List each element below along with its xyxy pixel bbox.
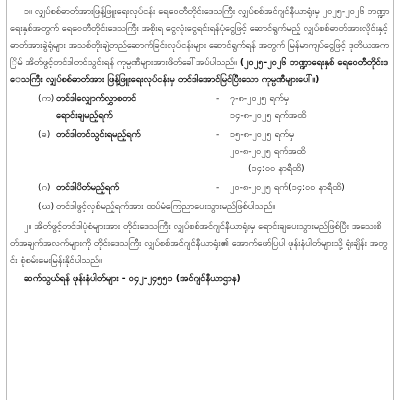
schedule-item-ga — [38, 179, 390, 196]
item-dash: - — [216, 182, 220, 193]
item-label-line-2: ရောင်းချမည့်ရက် — [56, 110, 113, 121]
item-dash: - — [216, 93, 220, 104]
item-date — [230, 90, 390, 124]
item-date-start: ၇-၈-၂၀၂၅ ရက်မှ — [230, 93, 289, 104]
contact-phone: ၀၄၂-၂၄၅၅၁ (အင်ဂျင်နီယာဌာန) — [128, 273, 241, 284]
paragraph-2 — [10, 218, 390, 269]
paragraph-1 — [10, 0, 390, 88]
contact-label: ဆက်သွယ်ရန် ဖုန်းနံပါတ်များ - — [24, 273, 126, 284]
paragraph-1-number: ၁။ — [24, 6, 32, 17]
item-dash: - — [216, 129, 220, 140]
schedule-item-ka — [38, 90, 390, 124]
item-date-end: ၁၄-၈-၂၀၂၅ ရက်အထိ — [230, 110, 307, 121]
contact-line — [24, 270, 390, 287]
item-number: (ခ) — [38, 129, 51, 140]
item-label: တင်ဒါပိတ်မည့်ရက် — [56, 182, 120, 193]
item-time: (၁၄:၀၀ နာရီထိ) — [248, 163, 305, 174]
paragraph-1-text: လျှပ်စစ်ဓာတ်အားဖြန့်ဖြူးရေးလုပ်ငန်း ရေဝေတီတိုင်းဒေသကြီး လျှပ်စစ်အင်ဂျင်နီယာရုံးမှ ၂၀၂၅-၂၀၂၆ ဘဏ္ဍာရေးနှစ်အတွက် ရေဝေတီတိုင်းဒေသကြီး အစိုးရ ငွေလုံးငွေရင်းရန်ပုံငွေဖြင့် ဆောင်ရွက်မည့် လျှပ်စစ်ဓာတ်အားလိုင်းနှင့် ဓာတ်အားခွဲရုံများ အသစ်တိုးချဲ့တည်ဆောက်ခြင်းလုပ်ငန်းများ ဆောင်ရွက်ရန် အတွက် မြန်မာကျပ်ငွေဖြင့် ဒုတိယအကြိမ် အိတ်ဖွင့်တင်ဒါတင်သွင်းရန် ကုမ္ပဏီများအားဖိတ်ခေါ်အပ်ပါသည်။ — [10, 6, 390, 68]
paragraph-2-text: အိတ်ဖွင့်တင်ဒါပုံစံများအား တိုင်းဒေသကြီး လျှပ်စစ်အင်ဂျင်နီယာရုံးမှ ရောင်းချပေးသွားမည်ဖြစ်ပြီး အသေးစိတ်အချက်အလက်များကို တိုင်းဒေသကြီး လျှပ်စစ်အင်ဂျင်နီယာရုံး၏ အောက်ဖော်ပြပါ ဖုန်းနံပါတ်များသို့ ရုံးချိန်း အတွင်း စုံစမ်းမေးမြန်းနိုင်ပါသည်။ — [10, 221, 388, 266]
item-date-end: ၂၀-၈-၂၀၂၅ ရက်အထိ — [230, 146, 306, 157]
schedule-item-gha — [38, 198, 390, 215]
item-date-start: ၁၅-၈-၂၀၂၅ ရက်မှ — [230, 129, 295, 140]
item-date — [230, 126, 390, 177]
item-label: တင်ဒါတင်သွင်းရမည့်ရက် — [56, 129, 141, 140]
notice-body — [10, 0, 390, 287]
item-text: တင်ဒါဖွင့်လှစ်မည့်ရက်အား ထပ်မံကြေညာပေးသွားမည်ဖြစ်ပါသည်။ — [56, 201, 276, 212]
item-date: ၂၀-၈-၂၀၂၅ ရက်(၁၄:၀၀ နာရီထိ) — [230, 182, 345, 193]
item-label-line-1: တင်ဒါလျှောက်လွှာစတင် — [56, 93, 137, 104]
item-number: (ဃ) — [38, 201, 55, 212]
item-number: (က) — [38, 93, 55, 104]
item-label — [56, 90, 216, 124]
paragraph-1-bold-text: (၂၀၂၅-၂၀၂၆ ဘဏ္ဍာရေးနှစ် ရေဝေတီတိုင်းဒေသကြီး လျှပ်စစ်ဓာတ်အား ဖြန့်ဖြူးရေးလုပ်ငန်းမှ တင်ဒါအောင်မြင်ပြီးသော ကုမ္ပဏီများပေါ်။) — [10, 57, 388, 85]
schedule-item-kha — [38, 126, 390, 177]
paragraph-2-number: ၂။ — [24, 221, 32, 232]
item-number: (ဂ) — [38, 182, 51, 193]
